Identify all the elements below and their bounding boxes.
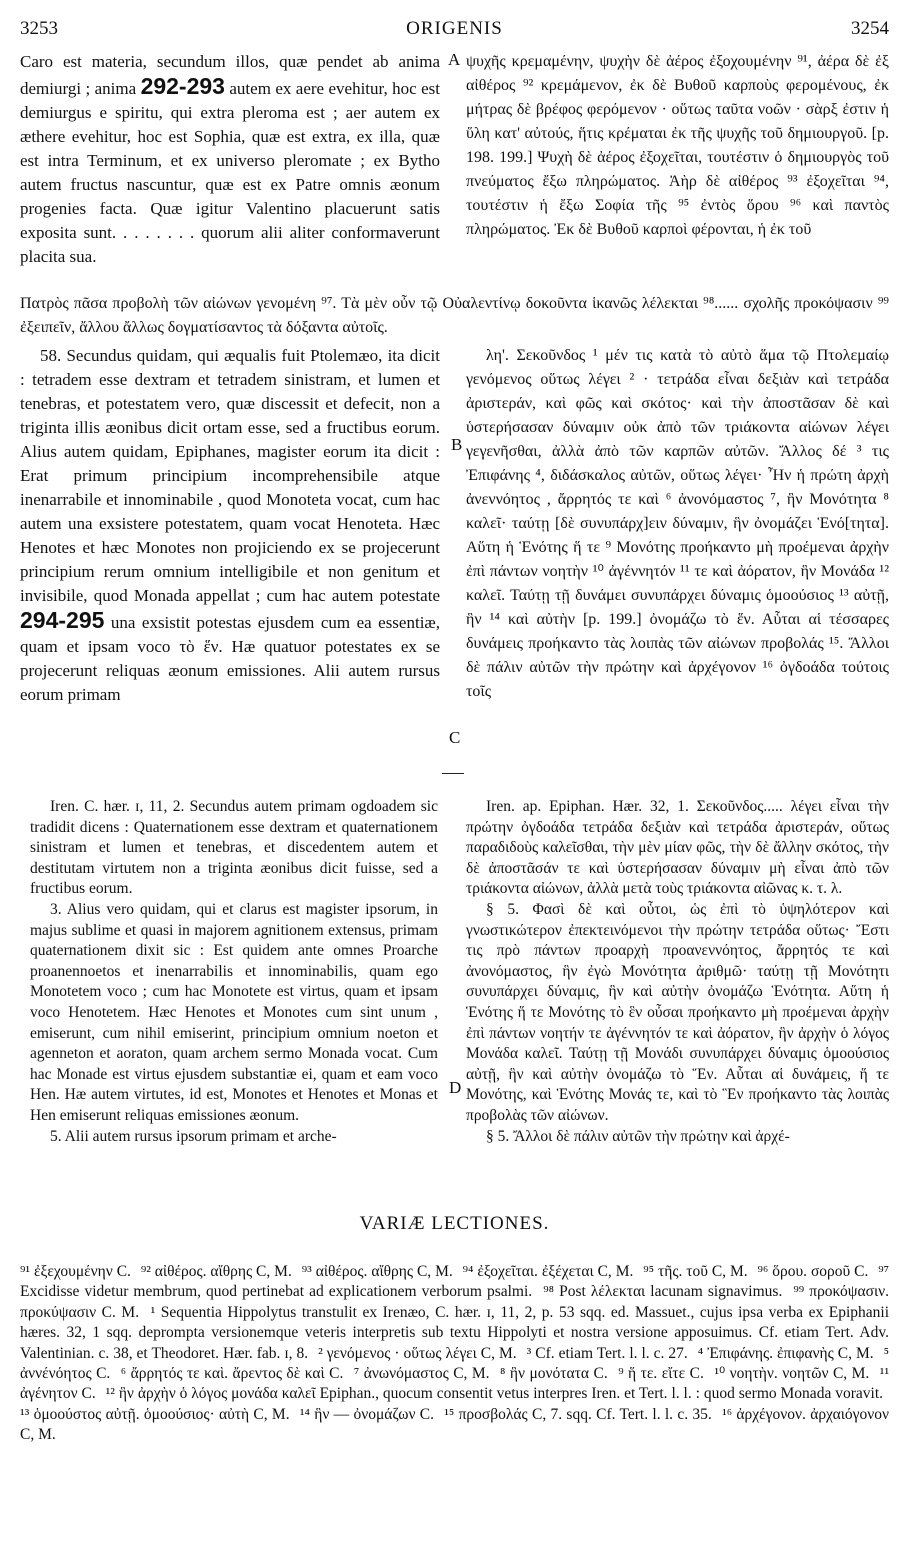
greek-note: Iren. ap. Epiphan. Hær. 32, 1. Σεκοῦνδος..... λέγει εἶναι τὴν πρώτην ὀγδοάδα τετράδα δεξιὰν καὶ τετράδα ἀριστεράν, οὕτως παραδιδοὺς καλεῖσθαι, τὴν μὲν μίαν φῶς, τὴν δὲ ἄλλην σκότος, τὴν δὲ ἀποστᾶσάν τε καὶ ὑστερήσασαν δύναμιν μὴ εἶναι ἀπὸ τῶν τριάκοντα αἰώνων, ἀλλὰ μετὰ τοὺς τριάκοντα αἰῶνας κ. τ. λ.: [466, 798, 889, 898]
variant-reading: ⁷ ἀνωνόμαστος C, M.: [353, 1365, 490, 1383]
greek-column-upper: [466, 50, 889, 242]
variant-reading: ⁹⁴ ἐξοχεῖται. ἐξέχεται C, M.: [462, 1263, 634, 1280]
variae-lectiones-heading: VARIÆ LECTIONES.: [359, 1213, 550, 1234]
variant-reading: ¹⁰ νοητὴν. νοητῶν C, M.: [714, 1365, 870, 1383]
variant-reading: ⁹⁶ ὅρου. σοροῦ C.: [757, 1263, 869, 1280]
latin-paragraph: [20, 344, 440, 707]
variant-reading: ¹⁶ ἀρχέγονον. ἀρχαιόγονον C, M.: [20, 1405, 890, 1444]
greek-paragraph: ψυχῆς κρεμαμένην, ψυχὴν δὲ ἀέρος ἐξοχουμένην ⁹¹, ἀέρα δὲ ἐξ αἰθέρος ⁹² κρεμάμενον, ἐκ δὲ Βυθοῦ καρποὺς φερομένους, ἐκ μήτρας δὲ βρέφος φερόμενον · οὕτως ταῦτα νοῶν · σὰρξ ἐστιν ἡ ὕλη κατ' αὐτούς, ἥτις κρέμαται ἐκ τῆς ψυχῆς τοῦ δημιουργοῦ. [p. 198. 199.] Ψυχὴ δὲ ἀέρος ἐξοχεῖται, τουτέστιν ὁ δημιουργὸς τοῦ πνεύματος ἔξω πληρώματος. Ἀὴρ δὲ αἰθέρος ⁹³ ἐξοχεῖται ⁹⁴, τουτέστιν ἡ ἔξω Σοφία τῆς ⁹⁵ ἐντὸς ὅρου ⁹⁶ καὶ παντὸς πληρώματος. Ἐκ δὲ Βυθοῦ καρποὶ φέρονται, ἡ ἐκ τοῦ: [466, 53, 889, 238]
variant-reading: ¹² ἣν ἀρχὴν ὁ λόγος μονάδα καλεῖ Epiphan., quocum consentit vetus interpres Iren. et Tert. l. l. : quod sermo Monada voravit.: [105, 1385, 884, 1403]
latin-text: autem ex aere evehitur, hoc est demiurgus e spiritu, qui extra pleroma est ; aer autem ex æthere evehitur, hoc est Sophia, quæ est extra, ex illa, quæ est intra Terminum, et ex universo pleromate ; ex Bytho autem fructus nascuntur, quæ est ex Patre omnis æonum progenies facta. Quæ igitur Valentino placuerunt satis exposita sunt. . . . . . . . quorum alii aliter conformaverunt placita sua.: [20, 79, 440, 266]
greek-notes-column: [466, 797, 889, 1147]
variant-reading: ¹¹ ἀγένητον C.: [20, 1365, 890, 1403]
variant-reading: ³ Cf. etiam Tert. l. l. c. 27.: [526, 1344, 688, 1362]
latin-text: Caro est materia, secundum illos, quæ pendet ab anima demiurgi ; anima: [20, 52, 440, 98]
variant-reading: ⁹⁵ τῆς. τοῦ C, M.: [643, 1263, 748, 1280]
page-number-right: 3254: [851, 18, 889, 39]
latin-note: 3. Alius vero quidam, qui et clarus est magister ipsorum, in majus sublime et quasi in majorem agnitionem extensus, primam quaternationem dixit sic : Est quidem ante omnes Proarche proanennoetos et inenarrabilis et innominabilis, quam ego Monotetem voco ; cum hac Monotete est virtus, quam et ipsam voco Henotetem. Hæc Henotes et Monotes cum sint unum , emiserunt, cum nihil emiserint, principium omnium noeton et agenneton et aoraton, quam archem sermo Monada vocat. Cum hac Monade est virtus ejusdem substantiæ ei, quam et eam voco Hen. Hæ autem virtutes, id est, Monotes et Henotes et Monas et Hen emiserunt reliquas emissiones æonum.: [30, 900, 438, 1124]
separator-rule: [442, 773, 464, 774]
latin-column-upper: [20, 50, 440, 269]
latin-note: 5. Alii autem rursus ipsorum primam et arche-: [50, 1127, 337, 1145]
variant-reading: ⁹³ αἰθέρος. αἴθρης C, M.: [301, 1263, 453, 1280]
greek-paragraph: λη'. Σεκοῦνδος ¹ μέν τις κατὰ τὸ αὐτὸ ἅμα τῷ Πτολεμαίῳ γενόμενος οὕτως λέγει ² · τετράδα εἶναι δεξιὰν καὶ τετράδα ἀριστεράν, καὶ φῶς καὶ σκότος· καὶ τὴν ἀποστᾶσαν δὲ καὶ ὑστερήσασαν δύναμιν οὐκ ἀπὸ τῶν τριάκοντα αἰώνων λέγει γεγενῆσθαι, ἀλλὰ ἀπὸ τῶν καρπῶν αὐτῶν. Ἄλλος δέ ³ τις Ἐπιφάνης ⁴, διδάσκαλος αὐτῶν, οὕτως λέγει· Ἦν ἡ πρώτη ἀρχὴ ἀνεννόητος , ἄρρητός τε καὶ ⁶ ἀνονόμαστος ⁷, ἣν Μονότητα ⁸ καλεῖ· ταύτῃ [δὲ συνυπάρχ]ειν δύναμιν, ἣν ὀνομάζει Ἑνό[τητα]. Αὕτη ἡ Ἑνότης ἥ τε ⁹ Μονότης προήκαντο μὴ προέμεναι ἀρχὴν ἐπὶ πάντων νοητὴν ¹⁰ ἀγέννητόν ¹¹ τε καὶ ἀόρατον, ἣν Μονάδα ¹² καλεῖ. Ταύτῃ τῇ δυνάμει συνυπάρχει δύναμις ὁμοούσιος ¹³ αὐτῇ, ἣν ¹⁴ καὶ αὐτὴν [p. 199.] ὀνομάζω τὸ ἕν. Αὗται αἱ τέσσαρες δυνάμεις προήκαντο τὰς λοιπὰς τῶν αἰώνων προβολάς ¹⁵. Ἄλλοι δὲ πάλιν αὐτῶν τὴν πρώτην καὶ ἀρχέγονον ¹⁶ ὀγδοάδα τούτοις τοῖς: [466, 347, 889, 700]
variant-reading: ¹⁵ προσβολάς C, 7. sqq. Cf. Tert. l. l. c. 35.: [444, 1405, 712, 1423]
latin-text: una exsistit potestas ejusdem cum ea essentiæ, quam et ipsam voco τὸ ἕν. Hæ quatuor potestates ex se projecerunt reliquas æonum emissiones. Alii autem rursus eorum primam: [20, 613, 441, 704]
greek-paragraph: Πατρὸς πᾶσα προβολὴ τῶν αἰώνων γενομένη ⁹⁷. Τὰ μὲν οὖν τῷ Οὐαλεντίνῳ δοκοῦντα ἱκανῶς λέλεκται ⁹⁸...... σχολῆς προκόψασιν ⁹⁹ ἐξειπεῖν, ἄλλου ἄλλως δογματίσαντος τὰ δόξαντα αὐτοῖς.: [20, 295, 889, 336]
variant-reading: ⁴ Ἐπιφάνης. ἐπιφανὴς C, M.: [697, 1344, 874, 1362]
variant-reading: ⁸ ἣν μονότατα C.: [500, 1365, 608, 1383]
margin-marker: A: [448, 50, 461, 69]
variant-reading: ¹⁴ ἣν — ὀνομάζων C.: [299, 1405, 434, 1423]
margin-marker: B: [451, 435, 463, 454]
variant-reading: ⁹² αἰθέρος. αἴθρης C, M.: [140, 1263, 292, 1280]
running-header: [20, 18, 889, 44]
greek-fullwidth: [20, 292, 889, 340]
variant-reading: ⁶ ἄρρητός τε καὶ. ἄρεντος δὲ καὶ C.: [120, 1365, 344, 1383]
variant-reading: ⁵ ἀννένόητος C.: [20, 1344, 890, 1383]
latin-notes-column: [30, 797, 438, 1147]
latin-note: Iren. C. hær. ɪ, 11, 2. Secundus autem primam ogdoadem sic tradidit dicens : Quaternationem esse dextram et quaternationem sinistram et lumen et tenebras, et discedentem autem et destitutam virtutem non a triginta æonibus dicit fuisse, sed a fructibus eorum.: [30, 798, 438, 898]
variant-reading: ⁹ ἥ τε. εἴτε C.: [618, 1365, 704, 1383]
variant-reading: ⁹⁹ προκόψασιν. προκύψασιν C. M.: [20, 1283, 890, 1321]
variant-reading: ¹³ ὁμοούστος αὐτῇ. ὁμοούσιος· αὐτὴ C, M.: [20, 1405, 290, 1423]
latin-paragraph: [20, 50, 440, 269]
greek-column-section-38: [466, 344, 889, 704]
latin-text: 58. Secundus quidam, qui æqualis fuit Ptolemæo, ita dicit : tetradem esse dextram et tetradem sinistram, et lumen et tenebras, et potestatem vero, quæ discessit et defecit, non a triginta illis æonibus dicit ortam esse, sed a fructibus eorum. Alius autem quidam, Epiphanes, magister eorum ita dicit : Erat primum principium incomprehensibile atque inenarrabile et innominabile , quod Monoteta vocat, cum hac autem una exsistere potestatem, quam vocat Henoteta. Hæc Henotes et hæc Monotes non projiciendo ex se projecerunt principium rerum omnium intelligibile et non genitum et invisibile, quod Monada appellat ; cum hac autem potestate: [20, 346, 440, 605]
page-number-left: 3253: [20, 18, 58, 39]
greek-note: § 5. Ἄλλοι δὲ πάλιν αὐτῶν τὴν πρώτην καὶ ἀρχέ-: [486, 1127, 790, 1145]
variant-reading: ¹ Sequentia Hippolytus transtulit ex Irenæo, C. hær. ɪ, 11, 2, p. 53 sqq. ed. Massuet., cujus ipsa verba ex Epiphanii hæres. 32, 1 sqq. deprompta versionemque veteris interpretis sub textu Hippolyti et nostra versione apposuimus. Cf. etiam Tert. Adv. Valentinian. c. 38, et Theodoret. Hær. fab. ɪ, 8.: [20, 1303, 889, 1362]
running-title: ORIGENIS: [406, 18, 503, 39]
variant-reading: ⁹⁸ Post λέλεκται lacunam signavimus.: [543, 1283, 783, 1301]
variant-reading: ⁹⁷ Excidisse videtur membrum, quod pertinebat ad explicationem verborum psalmi.: [20, 1263, 890, 1301]
greek-note: § 5. Φασὶ δὲ καὶ οὗτοι, ὡς ἐπὶ τὸ ὑψηλότερον καὶ γνωστικώτερον ἐπεκτεινόμενοι τὴν πρώτην τετράδα οὕτως· Ἔστι τις πρὸ πάντων προαρχὴ προανεννόητος, ἄρρητός τε καὶ ἀνονόμαστος, ἣν ἐγὼ Μονότητα ἀριθμῶ· ταύτῃ τῇ Μονότητι συνυπάρχει δύναμις, ἣν καὶ αὐτὴν ὀνομάζω Ἑνότητα. Αὕτη ἡ Ἑνότης ἥ τε Μονότης τὸ ἓν οὖσαι προήκαντο μὴ προέμεναι ἀρχὴν ἐπὶ πάντων νοητήν τε ἀγέννητόν τε καὶ ἀόρατον, ἣν ἀρχὴν ὁ λόγος Μονάδα καλεῖ. Ταύτῃ τῇ Μονάδι συνυπάρχει δύναμις ὁμοούσιος αὐτῇ, ἣν καὶ αὐτὴν ὀνομάζω τὸ Ἕν. Αὗται αἱ δυνάμεις, ἥ τε Μονότης, καὶ Ἑνότης Μονάς τε, καὶ τὸ Ἓν προήκαντο τὰς λοιπὰς προβολὰς τῶν αἰώνων.: [466, 900, 889, 1124]
variae-lectiones-list: [20, 1262, 889, 1446]
variant-reading: ⁹¹ ἐξεχουμένην C.: [20, 1263, 131, 1280]
variant-reading: ² γενόμενος · οὕτως λέγει C, M.: [318, 1344, 517, 1362]
margin-marker: D: [449, 1078, 462, 1097]
column-number: 294-295: [20, 607, 105, 633]
margin-marker: C: [449, 728, 461, 747]
latin-column-section-38: [20, 344, 440, 707]
column-number: 292-293: [140, 73, 225, 99]
